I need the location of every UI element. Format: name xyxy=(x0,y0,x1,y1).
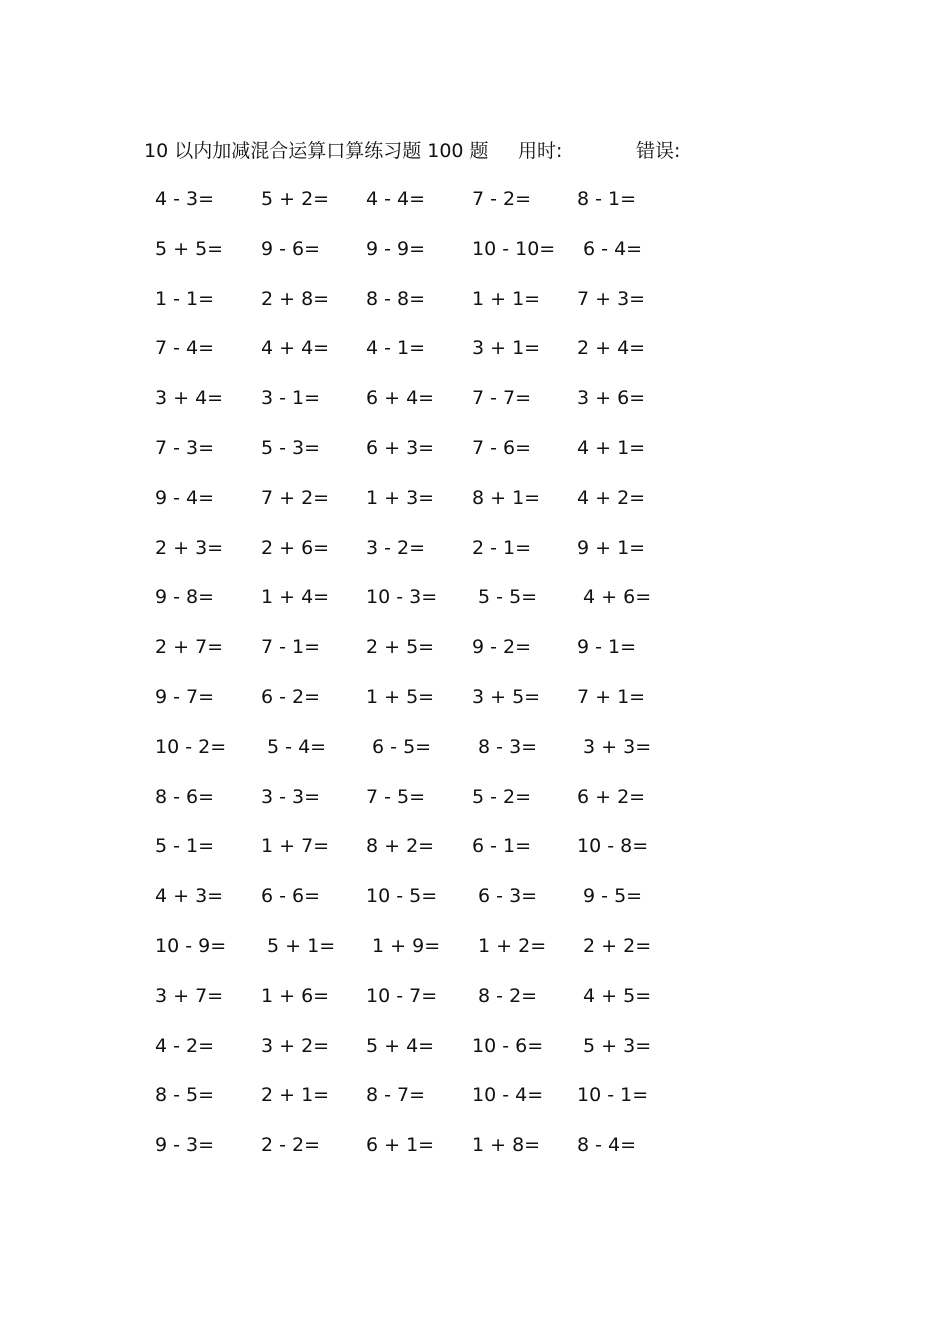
problem-item: 6 - 4= xyxy=(577,237,643,260)
problem-item: 4 - 1= xyxy=(366,337,426,360)
problem-item: 2 + 7= xyxy=(155,636,224,659)
problem-item: 3 + 7= xyxy=(155,984,224,1007)
problem-item: 10 - 5= xyxy=(366,885,438,908)
problem-item: 7 + 3= xyxy=(577,287,646,310)
problem-row xyxy=(150,1131,690,1181)
problem-item: 10 - 8= xyxy=(577,835,649,858)
problem-item: 4 + 1= xyxy=(577,436,646,459)
problem-row xyxy=(150,534,690,584)
problem-item: 7 - 4= xyxy=(155,337,215,360)
problem-item: 4 + 2= xyxy=(577,486,646,509)
problem-item: 3 - 1= xyxy=(261,387,321,410)
problem-row xyxy=(150,832,690,882)
problem-item: 8 + 2= xyxy=(366,835,435,858)
problem-item: 10 - 2= xyxy=(155,735,227,758)
problem-item: 5 + 5= xyxy=(155,237,224,260)
problem-item: 10 - 9= xyxy=(155,934,227,957)
problem-row xyxy=(150,484,690,534)
problem-item: 2 + 2= xyxy=(577,934,652,957)
problem-item: 9 - 6= xyxy=(261,237,321,260)
problem-item: 2 + 4= xyxy=(577,337,646,360)
problem-item: 7 + 1= xyxy=(577,685,646,708)
problem-item: 6 + 3= xyxy=(366,436,435,459)
problem-row xyxy=(150,1081,690,1131)
problem-item: 1 + 2= xyxy=(472,934,547,957)
problem-item: 7 - 6= xyxy=(472,436,532,459)
problem-item: 4 - 2= xyxy=(155,1034,215,1057)
problem-item: 4 + 6= xyxy=(577,586,652,609)
problem-item: 9 - 7= xyxy=(155,685,215,708)
problem-item: 9 + 1= xyxy=(577,536,646,559)
problem-item: 5 + 2= xyxy=(261,188,330,210)
problem-item: 6 - 3= xyxy=(472,885,538,908)
problem-item: 8 - 1= xyxy=(577,188,637,210)
problem-row xyxy=(150,235,690,285)
error-count-label: 错误: xyxy=(636,140,681,162)
problem-item: 8 - 4= xyxy=(577,1134,637,1157)
problem-item: 3 - 3= xyxy=(261,785,321,808)
problem-item: 2 - 2= xyxy=(261,1134,321,1157)
problem-item: 5 - 3= xyxy=(261,436,321,459)
problem-row xyxy=(150,185,690,235)
problem-item: 5 - 2= xyxy=(472,785,532,808)
problem-row xyxy=(150,683,690,733)
problem-row xyxy=(150,434,690,484)
problem-item: 9 - 3= xyxy=(155,1134,215,1157)
problem-item: 1 - 1= xyxy=(155,287,215,310)
problem-item: 1 + 1= xyxy=(472,287,541,310)
problem-item: 2 + 1= xyxy=(261,1084,330,1107)
problem-item: 1 + 5= xyxy=(366,685,435,708)
problem-item: 5 - 4= xyxy=(261,735,327,758)
problem-item: 4 - 4= xyxy=(366,188,426,210)
problem-item: 8 - 5= xyxy=(155,1084,215,1107)
problem-item: 8 - 6= xyxy=(155,785,215,808)
problem-item: 10 - 10= xyxy=(472,237,556,260)
problem-item: 7 - 2= xyxy=(472,188,532,210)
problem-item: 2 + 6= xyxy=(261,536,330,559)
problem-item: 1 + 3= xyxy=(366,486,435,509)
problem-item: 1 + 4= xyxy=(261,586,330,609)
problem-item: 3 + 3= xyxy=(577,735,652,758)
problem-item: 7 - 3= xyxy=(155,436,215,459)
problem-item: 9 - 4= xyxy=(155,486,215,509)
problem-item: 5 - 5= xyxy=(472,586,538,609)
problem-item: 2 + 5= xyxy=(366,636,435,659)
problem-row xyxy=(150,932,690,982)
problem-item: 8 + 1= xyxy=(472,486,541,509)
problem-item: 7 + 2= xyxy=(261,486,330,509)
problem-item: 1 + 6= xyxy=(261,984,330,1007)
problem-row xyxy=(150,733,690,783)
problem-item: 3 + 6= xyxy=(577,387,646,410)
problem-item: 6 + 2= xyxy=(577,785,646,808)
problem-item: 10 - 4= xyxy=(472,1084,544,1107)
problem-row xyxy=(150,1032,690,1082)
problem-item: 1 + 9= xyxy=(366,934,441,957)
problem-row xyxy=(150,783,690,833)
problem-item: 9 - 1= xyxy=(577,636,637,659)
problem-item: 3 - 2= xyxy=(366,536,426,559)
problem-item: 6 + 1= xyxy=(366,1134,435,1157)
problem-item: 1 + 7= xyxy=(261,835,330,858)
problem-item: 10 - 1= xyxy=(577,1084,649,1107)
problem-row xyxy=(150,334,690,384)
problem-item: 8 - 7= xyxy=(366,1084,426,1107)
problem-row xyxy=(150,285,690,335)
problem-item: 3 + 1= xyxy=(472,337,541,360)
problem-item: 10 - 3= xyxy=(366,586,438,609)
problem-grid xyxy=(150,185,690,1181)
problem-item: 6 - 1= xyxy=(472,835,532,858)
problem-item: 10 - 6= xyxy=(472,1034,544,1057)
problem-item: 4 + 5= xyxy=(577,984,652,1007)
problem-row xyxy=(150,384,690,434)
problem-item: 6 - 6= xyxy=(261,885,321,908)
time-used-label: 用时: xyxy=(518,140,563,162)
problem-item: 8 - 3= xyxy=(472,735,538,758)
problem-row xyxy=(150,982,690,1032)
problem-item: 6 + 4= xyxy=(366,387,435,410)
problem-item: 6 - 5= xyxy=(366,735,432,758)
problem-item: 3 + 2= xyxy=(261,1034,330,1057)
problem-item: 7 - 1= xyxy=(261,636,321,659)
problem-item: 10 - 7= xyxy=(366,984,438,1007)
problem-item: 3 + 5= xyxy=(472,685,541,708)
problem-item: 3 + 4= xyxy=(155,387,224,410)
problem-item: 2 + 8= xyxy=(261,287,330,310)
problem-row xyxy=(150,633,690,683)
problem-item: 4 - 3= xyxy=(155,188,215,210)
problem-item: 2 + 3= xyxy=(155,536,224,559)
problem-item: 7 - 5= xyxy=(366,785,426,808)
worksheet-title: 10 以内加减混合运算口算练习题 100 题 xyxy=(144,140,489,162)
problem-item: 5 + 1= xyxy=(261,934,336,957)
problem-row xyxy=(150,583,690,633)
problem-item: 7 - 7= xyxy=(472,387,532,410)
problem-item: 5 - 1= xyxy=(155,835,215,858)
problem-item: 9 - 9= xyxy=(366,237,426,260)
problem-item: 9 - 8= xyxy=(155,586,215,609)
problem-item: 9 - 2= xyxy=(472,636,532,659)
problem-item: 4 + 3= xyxy=(155,885,224,908)
problem-item: 9 - 5= xyxy=(577,885,643,908)
problem-item: 4 + 4= xyxy=(261,337,330,360)
problem-item: 8 - 8= xyxy=(366,287,426,310)
problem-row xyxy=(150,882,690,932)
problem-item: 5 + 4= xyxy=(366,1034,435,1057)
problem-item: 2 - 1= xyxy=(472,536,532,559)
problem-item: 6 - 2= xyxy=(261,685,321,708)
problem-item: 1 + 8= xyxy=(472,1134,541,1157)
problem-item: 5 + 3= xyxy=(577,1034,652,1057)
problem-item: 8 - 2= xyxy=(472,984,538,1007)
